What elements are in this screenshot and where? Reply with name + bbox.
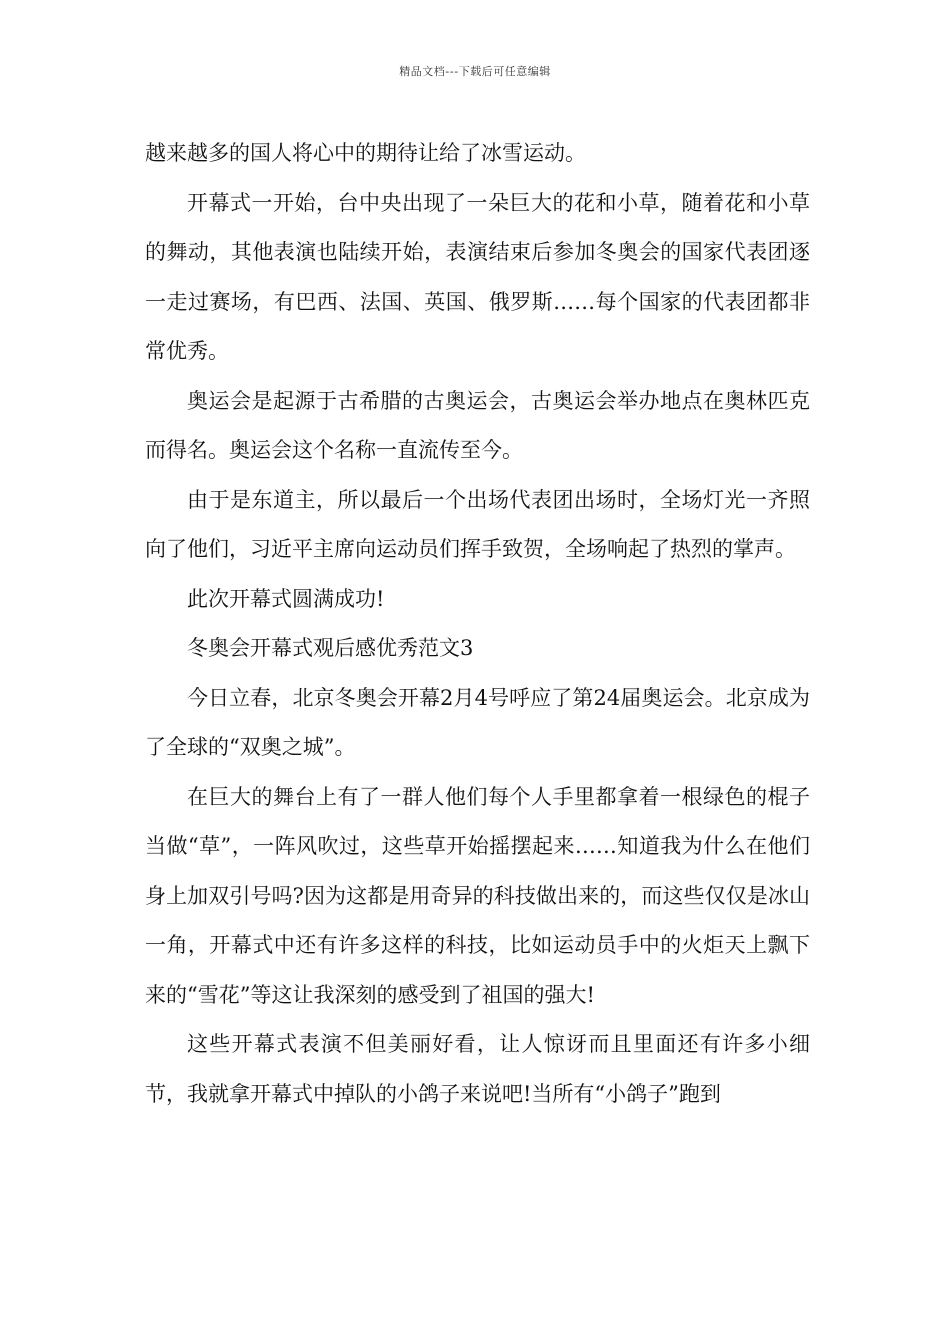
paragraph-2: 开幕式一开始，台中央出现了一朵巨大的花和小草，随着花和小草的舞动，其他表演也陆续开始，表演结束后参加冬奥会的国家代表团逐一走过赛场，有巴西、法国、英国、俄罗斯……每个国家的代表团都非常优秀。 <box>145 190 810 363</box>
paragraph-8: 这些开幕式表演不但美丽好看，让人惊讶而且里面还有许多小细节，我就拿开幕式中掉队的小鸽子来说吧!当所有“小鸽子”跑到 <box>145 1032 810 1106</box>
page-header: 精品文档---下载后可任意编辑 <box>399 65 551 78</box>
paragraph-3: 奥运会是起源于古希腊的古奥运会，古奥运会举办地点在奥林匹克而得名。奥运会这个名称一直流传至今。 <box>145 388 810 462</box>
paragraph-1: 越来越多的国人将心中的期待让给了冰雪运动。 <box>145 141 586 165</box>
paragraph-7: 在巨大的舞台上有了一群人他们每个人手里都拿着一根绿色的棍子当做“草”，一阵风吹过，这些草开始摇摆起来……知道我为什么在他们身上加双引号吗?因为这都是用奇异的科技做出来的，而这些仅仅是冰山一角，开幕式中还有许多这样的科技，比如运动员手中的火炬天上飘下来的“雪花”等这让我深刻的感受到了祖国的强大! <box>145 784 810 1007</box>
section-heading: 冬奥会开幕式观后感优秀范文3 <box>187 636 474 660</box>
document-body <box>145 129 810 1119</box>
paragraph-4: 由于是东道主，所以最后一个出场代表团出场时，全场灯光一齐照向了他们，习近平主席向运动员们挥手致贺，全场响起了热烈的掌声。 <box>145 487 810 561</box>
paragraph-6: 今日立春，北京冬奥会开幕2月4号呼应了第24届奥运会。北京成为了全球的“双奥之城”。 <box>145 685 810 759</box>
paragraph-5: 此次开幕式圆满成功! <box>187 586 385 611</box>
